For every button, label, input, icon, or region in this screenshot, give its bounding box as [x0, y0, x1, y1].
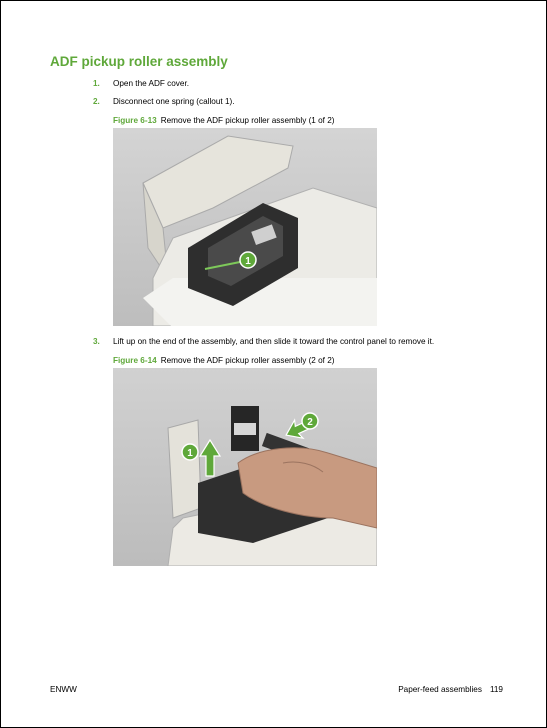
page-number: 119 [489, 685, 503, 694]
step-number: 1. [93, 79, 100, 88]
step-1 [93, 79, 189, 88]
footer-left: ENWW [50, 685, 77, 694]
figure-caption-2 [113, 356, 335, 365]
figure-6-14-photo [113, 368, 377, 566]
step-text: Lift up on the end of the assembly, and then slide it toward the control panel to remove it. [113, 337, 435, 346]
step-number: 2. [93, 97, 100, 106]
step-3 [93, 337, 434, 346]
footer-section: Paper-feed assemblies [398, 685, 482, 694]
footer-right [398, 685, 503, 694]
figure-caption-text: Remove the ADF pickup roller assembly (2 of 2) [160, 356, 335, 365]
figure-label: Figure 6-13 [113, 116, 157, 125]
figure-caption-text: Remove the ADF pickup roller assembly (1 of 2) [160, 116, 335, 125]
step-text: Open the ADF cover. [113, 79, 190, 88]
callout-2-label: 2 [307, 417, 313, 428]
step-text: Disconnect one spring (callout 1). [113, 97, 235, 106]
section-title: ADF pickup roller assembly [50, 54, 228, 69]
figure-caption-1 [113, 116, 335, 125]
figure-label: Figure 6-14 [113, 356, 157, 365]
step-2 [93, 97, 235, 106]
callout-1-label: 1 [187, 448, 193, 459]
callout-1-label: 1 [245, 256, 251, 267]
step-number: 3. [93, 337, 100, 346]
figure-6-13-photo [113, 128, 377, 326]
